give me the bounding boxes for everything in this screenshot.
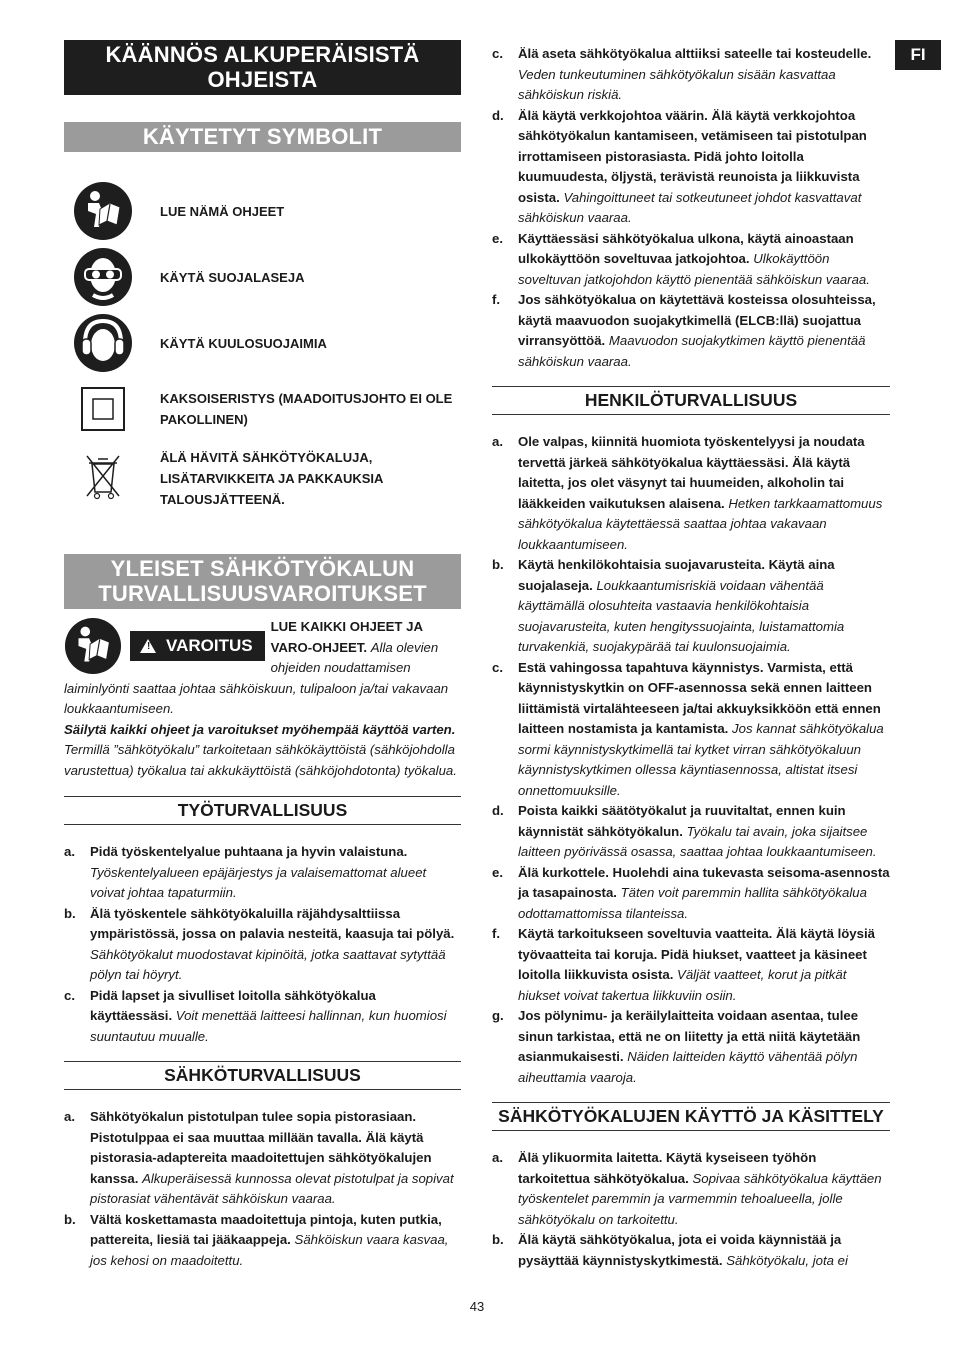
symbol-row [64,244,461,310]
electrical-safety-list-continued [492,44,890,372]
symbol-row [64,442,461,514]
list-item: f. Käytä tarkoitukseen soveltuvia vaatteita. Älä käytä löysiä työvaatteita tai koruja. Pidä hiukset, vaatteet ja käsineet loitolla liikkuvista osista. Väljät vaatteet, korut ja pitkät hiukset voivat takertua liikkuviin osiin. [492,926,875,1003]
crossed-bin-icon [83,452,123,504]
tool-use-list [492,1148,890,1271]
list-item: c. Pidä lapset ja sivulliset loitolla sähkötyökalua käyttäessäsi. Voit menettää laitteesi hallinnan, kun huomiosi suuntautuu muualle. [64,987,447,1044]
list-item: g. Jos pölynimu- ja keräilylaitteita voidaan asentaa, tulee sinun tarkistaa, että ne on liitetty ja että niitä käytetään asianmukaisesti. Näiden laitteiden käyttö vähentää pölyn aiheuttamia vaaroja. [492,1008,861,1085]
list-item: e. Älä kurkottele. Huolehdi aina tukevasta seisoma-asennosta ja tasapainosta. Täten voit paremmin hallita sähkötyökalua odottamattomissa tilanteissa. [492,864,890,921]
symbol-label: ÄLÄ HÄVITÄ SÄHKÖTYÖKALUJA, LISÄTARVIKKEITA JA PAKKAUKSIA TALOUSJÄTTEENÄ. [160,449,383,507]
personal-safety-title: HENKILÖTURVALLISUUS [492,386,890,415]
list-item: d. Älä käytä verkkojohtoa väärin. Älä käytä verkkojohtoa sähkötyökalun kantamiseen, vetämiseen tai pistotulpan irrottamiseen pistorasiasta. Pidä johto loitolla kuumuudesta, öljystä, terävistä reunoista ja liikkuvista osista. Vahingoittuneet tai sotkeutuneet johdot kasvattavat sähköiskun vaaraa. [492,107,867,225]
list-item: a. Sähkötyökalun pistotulpan tulee sopia pistorasiaan. Pistotulppaa ei saa muuttaa millään tavalla. Älä käytä pistorasia-adaptereita maadoitettujen sähkötyökalujen kanssa. Alkuperäisessä kunnossa olevat pistotulpat ja sopivat pistorasiat vähentävät sähköiskun vaaraa. [64,1109,454,1206]
read-manual-icon [64,617,122,675]
symbol-row [64,178,461,244]
right-column [492,44,890,1271]
list-item: d. Poista kaikki säätötyökalut ja ruuvitaltat, ennen kuin käynnistät sähkötyökalun. Työkalu tai avain, joka sijaitsee laitteen pyörivässä osassa, saattaa johtaa loukkaantumiseen. [492,803,877,859]
translation-title: KÄÄNNÖS ALKUPERÄISISTÄ OHJEISTA [64,40,461,95]
warning-block [64,617,461,781]
left-column [64,40,461,1271]
symbol-row [64,376,461,442]
symbol-row [64,310,461,376]
list-item: c. Älä aseta sähkötyökalua alttiiksi sateelle tai kosteudelle. Veden tunkeutuminen sähkötyökalun sisään kasvattaa sähköiskun riskiä. [492,46,872,102]
warning-bold: LUE KAIKKI OHJEET JA VARO-OHJEET. [270,619,423,655]
list-item: b. Vältä koskettamasta maadoitettuja pintoja, kuten putkia, pattereita, liesiä tai jääkaappeja. Sähköiskun vaara kasvaa, jos kehosi on maadoitettu. [64,1211,449,1268]
warning-triangle-icon: ! [140,639,156,653]
electrical-safety-list [64,1107,461,1271]
list-item: a. Älä ylikuormita laitetta. Käytä kyseiseen työhön tarkoitettua sähkötyökalua. Sopivaa sähkötyökalua käyttäen työskentelet paremmin ja varmemmin tehoalueella, jolle sähkötyökalu on tarkoitettu. [492,1150,882,1227]
symbols-list [64,178,461,514]
term-definition: Termillä ”sähkötyökalu” tarkoitetaan sähkökäyttöistä (sähköjohdolla varustettua) työkalua tai akkukäyttöistä (sähköjohdotonta) työkalua. [64,742,457,778]
work-safety-title: TYÖTURVALLISUUS [64,796,461,825]
symbols-title: KÄYTETYT SYMBOLIT [64,122,461,152]
list-item: b. Älä työskentele sähkötyökaluilla räjähdysalttiissa ympäristössä, jossa on palavia nesteitä, kaasuja tai pölyä. Sähkötyökalut muodostavat kipinöitä, jotka saattavat sytyttää pölyn tai höyryt. [64,905,455,982]
list-item: f. Jos sähkötyökalua on käytettävä kosteissa olosuhteissa, käytä maavuodon suojakytkimellä (ELCB:llä) suojattua virransyöttöä. Maavuodon suojakytkimen käyttö pienentää sähköiskun vaaraa. [492,292,876,369]
electrical-safety-title: SÄHKÖTURVALLISUUS [64,1061,461,1090]
list-item: c. Estä vahingossa tapahtuva käynnistys. Varmista, että käynnistyskytkin on OFF-asennossa sekä ennen laitteen liittämistä virtalähteeseen ja/tai akkuyksikköön että ennen laitteen nostamista ja kantamista. Jos kannat sähkötyökalua sormi käynnistyskytkimellä tai kytket virran sähkötyökaluun käynnistyskytkimen ollessa käyntiasennossa, altistat itsesi onnettomuuksille. [492,659,884,798]
safety-goggles-icon [73,247,133,307]
symbol-label: KÄYTÄ SUOJALASEJA [160,269,305,285]
list-item: e. Käyttäessäsi sähkötyökalua ulkona, käytä ainoastaan ulkokäyttöön soveltuvaa jatkojohtoa. Ulkokäyttöön soveltuvan jatkojohdon käyttö pienentää sähköiskun vaaraa. [492,230,870,287]
list-item: b. Älä käytä sähkötyökalua, jota ei voida käynnistää ja pysäyttää käynnistyskytkimestä. Sähkötyökalu, jota ei [492,1232,848,1268]
symbol-label: KÄYTÄ KUULOSUOJAIMIA [160,335,327,351]
warning-label: VAROITUS [166,635,253,655]
symbol-label: KAKSOISERISTYS (MAADOITUSJOHTO EI OLE PAKOLLINEN) [160,391,453,427]
list-item: b. Käytä henkilökohtaisia suojavarusteita. Käytä aina suojalaseja. Loukkaantumisriskiä voidaan vähentää käyttämällä olosuhteita vastaavia henkilökohtaisia suojavarusteita, kuten hengityssuojainta, luistamattomia turvakenkiä, suojakypärää tai kuulonsuojaimia. [492,557,845,654]
work-safety-list [64,842,461,1047]
language-tab: FI [895,40,941,70]
warning-italic: Alla olevien ohjeiden noudattamisen laiminlyönti saattaa johtaa sähköiskuun, tulipaloon ja/tai vakavaan loukkaantumiseen. [64,639,449,716]
page-number: 43 [469,1299,485,1314]
list-item: a. Ole valpas, kiinnitä huomiota työskentelyysi ja noudata tervettä järkeä sähkötyökalua käyttäessäsi. Älä käytä laitetta, jos olet väsynyt tai huumeiden, alkoholin tai lääkkeiden vaikutuksen alaisena. Hetken tarkkaamattomuus sähkötyökalua käytettäessä saattaa johtaa vakavaan loukkaantumiseen. [492,434,883,552]
read-manual-icon [73,181,133,241]
double-insulation-icon [80,386,126,432]
keep-instructions: Säilytä kaikki ohjeet ja varoitukset myöhempää käyttöä varten. [64,721,456,737]
ear-protection-icon [73,313,133,373]
list-item: a. Pidä työskentelyalue puhtaana ja hyvin valaistuna. Työskentelyalueen epäjärjestys ja valaisemattomat alueet voivat johtaa tapaturmiin. [64,844,427,900]
symbol-label: LUE NÄMÄ OHJEET [160,203,285,219]
warning-badge [130,631,265,661]
general-warnings-title: YLEISET SÄHKÖTYÖKALUN TURVALLISUUSVAROITUKSET [64,554,461,609]
personal-safety-list [492,432,890,1088]
tool-use-title: SÄHKÖTYÖKALUJEN KÄYTTÖ JA KÄSITTELY [492,1102,890,1131]
